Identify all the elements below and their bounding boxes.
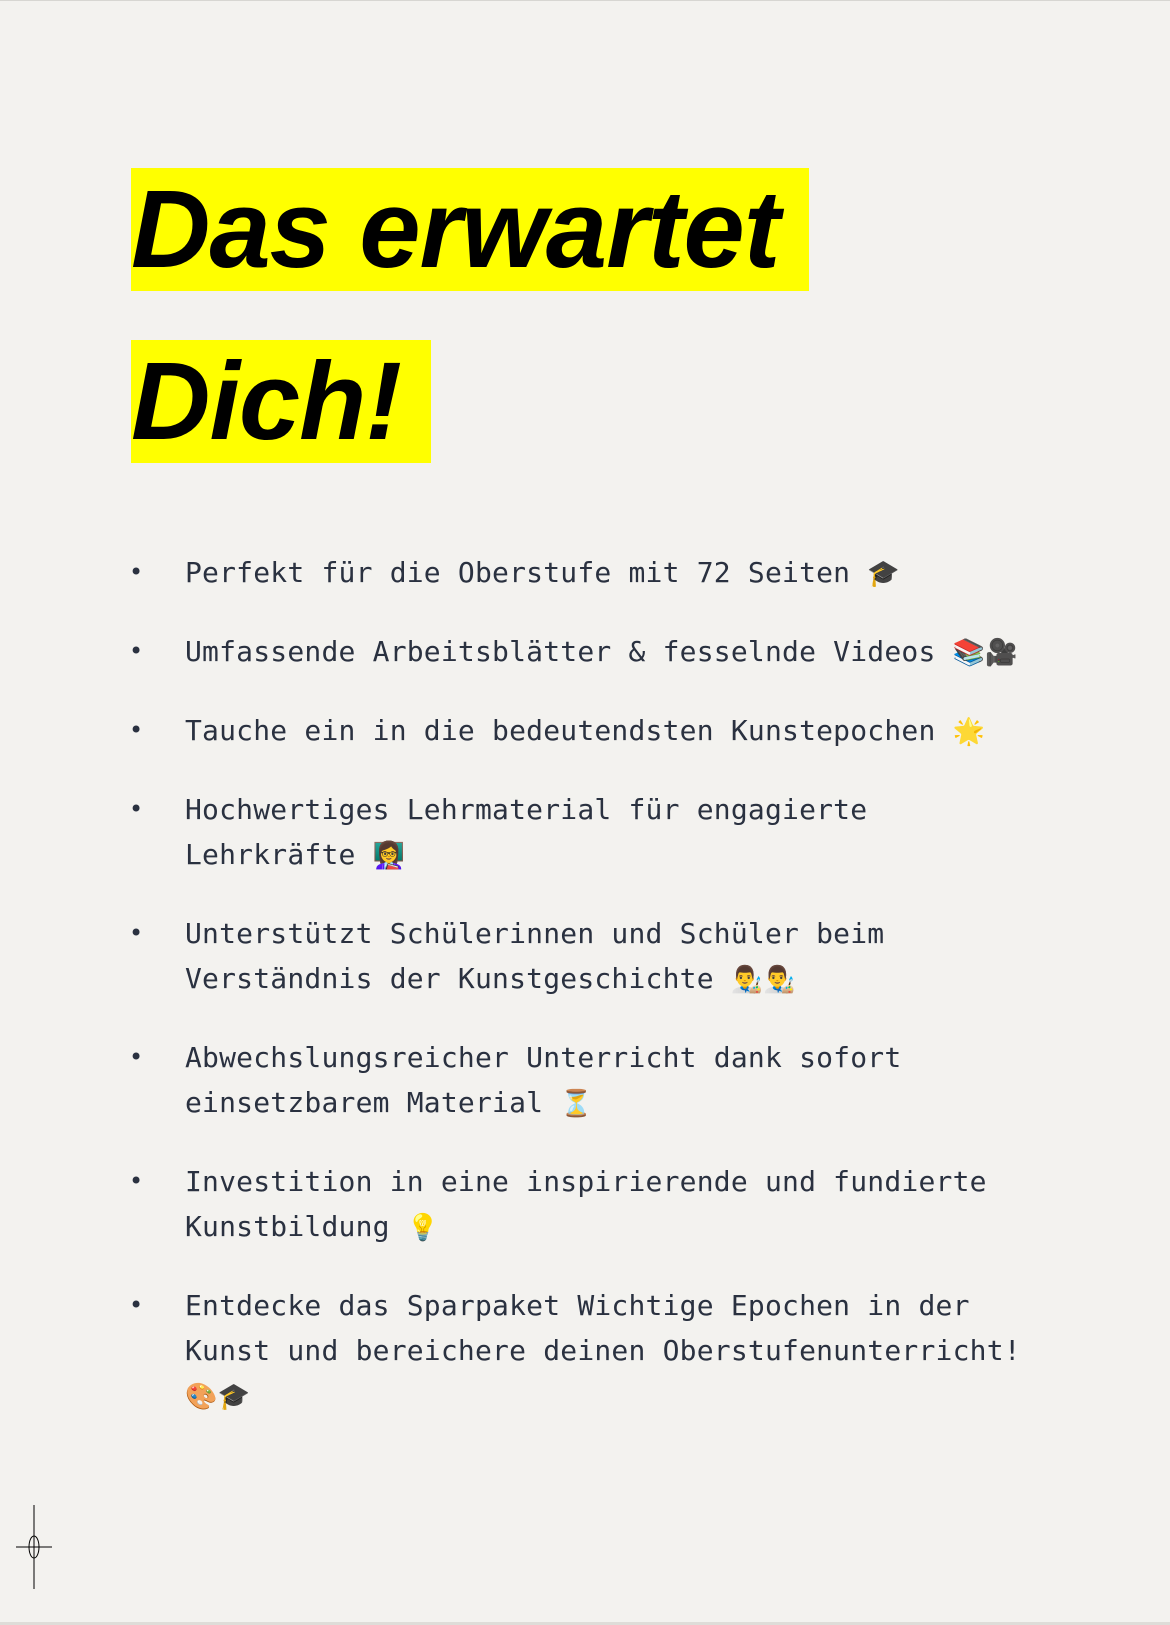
bullet-icon: •	[129, 637, 144, 665]
bullet-icon: •	[129, 558, 144, 586]
page-title	[131, 144, 1031, 488]
list-item	[127, 1159, 1027, 1251]
list-item-text: Hochwertiges Lehrmaterial für engagierte Lehrkräfte	[185, 793, 868, 871]
list-item-text: Investition in eine inspirierende und fundierte Kunstbildung	[185, 1165, 987, 1243]
bullet-icon: •	[129, 716, 144, 744]
palette-cap-icon: 🎨🎓	[185, 1382, 251, 1412]
list-item	[127, 550, 1027, 597]
list-item-text: Abwechslungsreicher Unterricht dank sofort einsetzbarem Material	[185, 1041, 902, 1119]
crop-mark-icon	[16, 1505, 52, 1589]
list-item-text: Unterstützt Schülerinnen und Schüler beim Verständnis der Kunstgeschichte	[185, 917, 885, 995]
list-item-text: Entdecke das Sparpaket Wichtige Epochen in der Kunst und bereichere deinen Oberstufenunterricht!	[185, 1289, 1021, 1367]
bullet-icon: •	[129, 1043, 144, 1071]
list-item	[127, 629, 1027, 676]
graduation-cap-icon: 🎓	[867, 559, 900, 589]
list-item	[127, 1035, 1027, 1127]
bullet-icon: •	[129, 1291, 144, 1319]
feature-list	[127, 550, 1027, 1452]
lightbulb-icon: 💡	[406, 1213, 440, 1243]
title-line-2: Dich!	[131, 340, 431, 463]
bullet-icon: •	[129, 795, 144, 823]
list-item-text: Tauche ein in die bedeutendsten Kunstepochen	[185, 714, 936, 747]
artist-icon: 👨‍🎨👨‍🎨	[730, 965, 796, 995]
list-item	[127, 787, 1027, 879]
star-icon: 🌟	[952, 717, 986, 747]
hourglass-icon: ⏳	[560, 1089, 593, 1119]
teacher-icon: 👩‍🏫	[372, 841, 406, 871]
list-item	[127, 1283, 1027, 1420]
bullet-icon: •	[129, 919, 144, 947]
list-item-text: Umfassende Arbeitsblätter & fesselnde Videos	[185, 635, 936, 668]
books-camera-icon: 📚🎥	[952, 638, 1018, 668]
list-item	[127, 911, 1027, 1003]
title-line-1: Das erwartet	[131, 168, 809, 291]
bullet-icon: •	[129, 1167, 144, 1195]
page-top-edge	[0, 0, 1170, 1]
list-item	[127, 708, 1027, 755]
list-item-text: Perfekt für die Oberstufe mit 72 Seiten	[185, 556, 851, 589]
